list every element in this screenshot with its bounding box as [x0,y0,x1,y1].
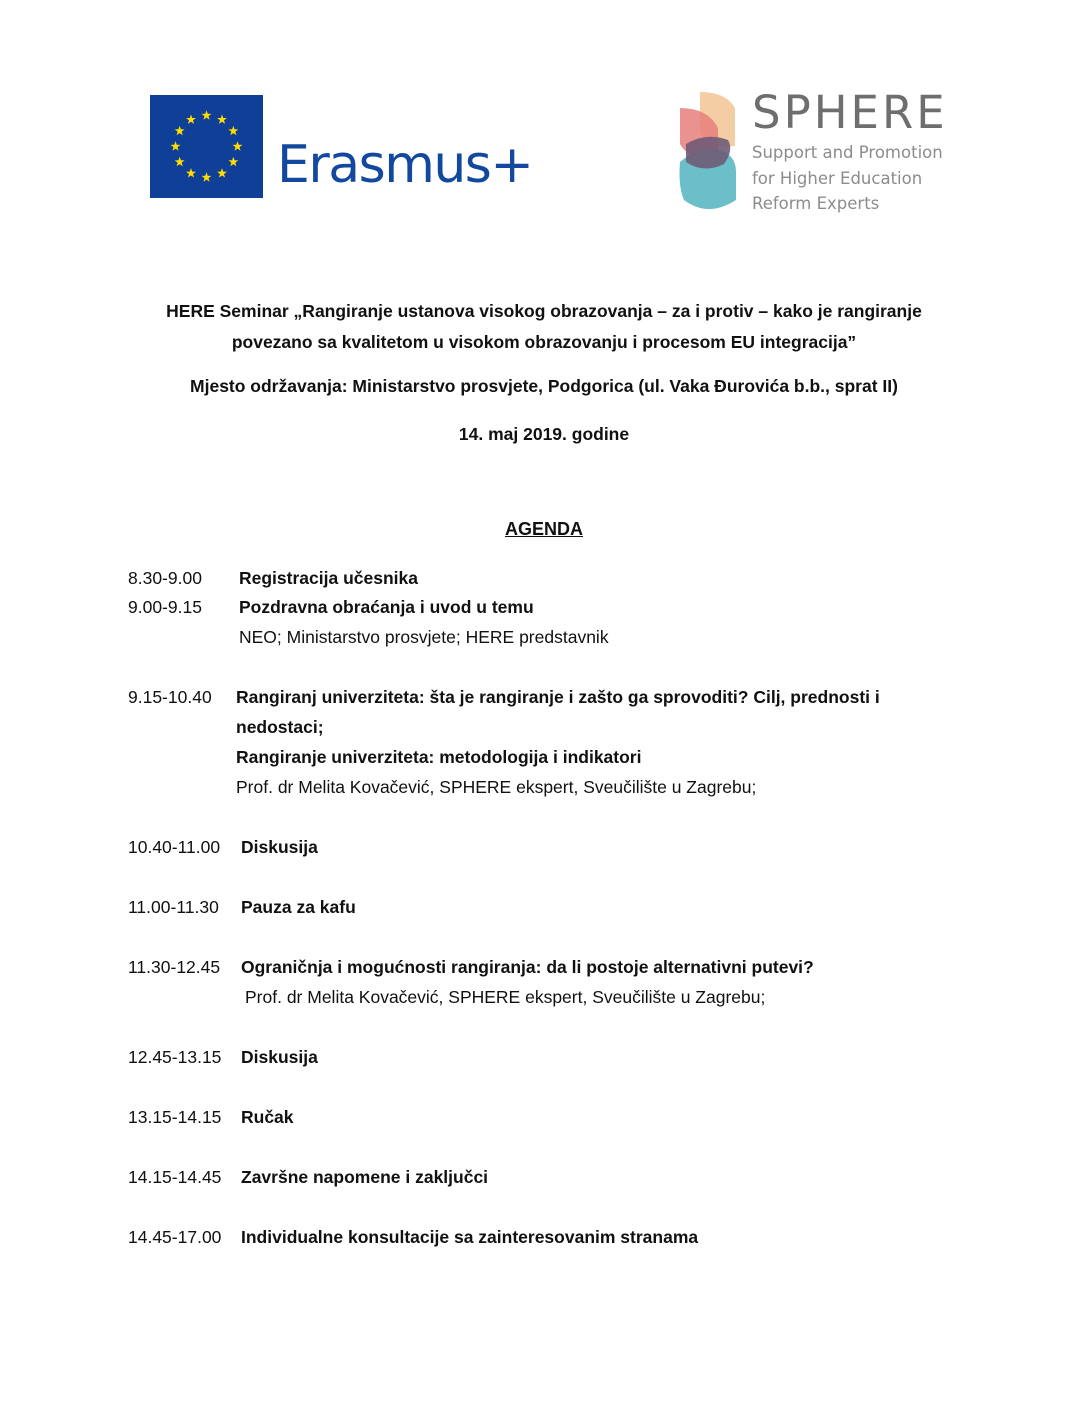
agenda-session-title: Ograničnja i mogućnosti rangiranja: da li postoje alternativni putevi? [241,957,814,977]
seminar-title-line: povezano sa kvalitetom u visokom obrazovanju i procesom EU integracija” [231,332,857,352]
agenda-heading: AGENDA [504,519,583,539]
agenda-session-title: Registracija učesnika [239,568,418,588]
agenda-time: 11.00-11.30 [128,897,219,917]
agenda-time: 9.15-10.40 [128,687,212,707]
sphere-tagline-line: for Higher Education [752,168,923,188]
erasmus-plus-logo [150,95,533,199]
sphere-logo [678,88,948,218]
agenda-speaker: Prof. dr Melita Kovačević, SPHERE ekspert, Sveučilište u Zagrebu; [236,777,757,797]
agenda-session-title: Rangiranj univerziteta: šta je rangiranje i zašto ga sprovoditi? Cilj, prednosti i nedostaci; [236,687,880,737]
erasmus-logo-text: Erasmus+ [277,135,533,195]
agenda-time: 14.15-14.45 [128,1167,222,1187]
agenda-time: 14.45-17.00 [128,1227,222,1247]
seminar-venue: Mjesto održavanja: Ministarstvo prosvjete, Podgorica (ul. Vaka Đurovića b.b., sprat II) [190,376,898,396]
sphere-tagline-line: Support and Promotion [752,143,943,162]
agenda-time: 9.00-9.15 [128,597,202,617]
agenda-speaker: NEO; Ministarstvo prosvjete; HERE predstavnik [239,627,609,647]
agenda-session-title: Diskusija [241,837,318,857]
agenda-time: 11.30-12.45 [128,957,221,977]
sphere-logo-tagline [752,140,943,217]
agenda-speaker: Prof. dr Melita Kovačević, SPHERE ekspert, Sveučilište u Zagrebu; [245,987,766,1007]
seminar-title [100,296,988,358]
agenda-time: 8.30-9.00 [128,568,202,588]
agenda-session-title: Diskusija [241,1047,318,1067]
seminar-title-line: HERE Seminar „Rangiranje ustanova visokog obrazovanja – za i protiv – kako je rangiranje [166,301,922,321]
sphere-mark-icon [678,88,738,214]
agenda-session-title: Pozdravna obraćanja i uvod u temu [239,597,534,617]
agenda-time: 12.45-13.15 [128,1047,222,1067]
agenda-time: 10.40-11.00 [128,837,221,857]
agenda-session-title: Pauza za kafu [241,897,356,917]
sphere-logo-title: SPHERE [752,86,948,139]
eu-flag-icon [150,95,263,198]
agenda-session-subtitle: Rangiranje univerziteta: metodologija i indikatori [236,747,642,767]
sphere-tagline-line: Reform Experts [752,194,880,213]
agenda-session-title: Individualne konsultacije sa zainteresovanim stranama [241,1227,699,1247]
agenda-time: 13.15-14.15 [128,1107,222,1127]
agenda-session-title: Ručak [241,1107,294,1127]
seminar-date: 14. maj 2019. godine [458,424,630,444]
agenda-session-title: Završne napomene i zaključci [241,1167,489,1187]
